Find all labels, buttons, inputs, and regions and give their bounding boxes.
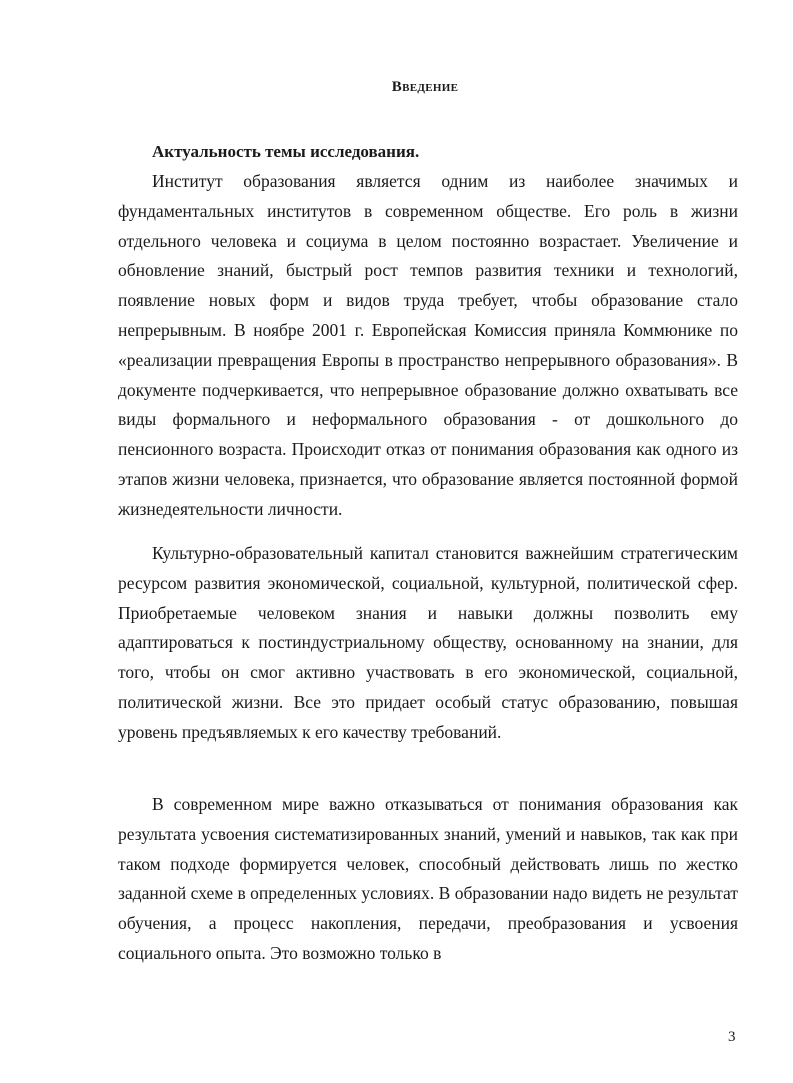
- section-title: Актуальность темы исследования.: [152, 142, 420, 161]
- paragraph-3-block: [118, 790, 738, 969]
- paragraph-1-block: [118, 167, 738, 525]
- page-heading: Введение: [391, 79, 459, 95]
- paragraph-1: Институт образования является одним из наиболее значимых и фундаментальных институтов в современном обществе. Его роль в жизни отдельного человека и социума в целом постоянно возрастает. Увеличение и обновление знаний, быстрый рост темпов развития техники и технологий, появление новых форм и видов труда требует, чтобы образование стало непрерывным. В ноябре 2001 г. Европейская Комиссия приняла Коммюнике по «реализации превращения Европы в пространство непрерывного образования». В документе подчеркивается, что непрерывное образование должно охватывать все виды формального и неформального образования - от дошкольного до пенсионного возраста. Происходит отказ от понимания образования как одного из этапов жизни человека, признается, что образование является постоянной формой жизнедеятельности личности.: [118, 171, 738, 519]
- paragraph-2: Культурно-образовательный капитал становится важнейшим стратегическим ресурсом развития экономической, социальной, культурной, политической сфер. Приобретаемые человеком знания и навыки должны позволить ему адаптироваться к постиндустриальному обществу, основанному на знании, для того, чтобы он смог активно участвовать в его экономической, социальной, политической жизни. Все это придает особый статус образованию, повышая уровень предъявляемых к его качеству требований.: [118, 543, 738, 742]
- paragraph-3: В современном мире важно отказываться от понимания образования как результата усвоения систематизированных знаний, умений и навыков, так как при таком подходе формируется человек, способный действовать лишь по жестко заданной схеме в определенных условиях. В образовании надо видеть не результат обучения, а процесс накопления, передачи, преобразования и усвоения социального опыта. Это возможно только в: [118, 794, 738, 963]
- paragraph-2-block: [118, 539, 738, 748]
- page-number: 3: [728, 1029, 736, 1045]
